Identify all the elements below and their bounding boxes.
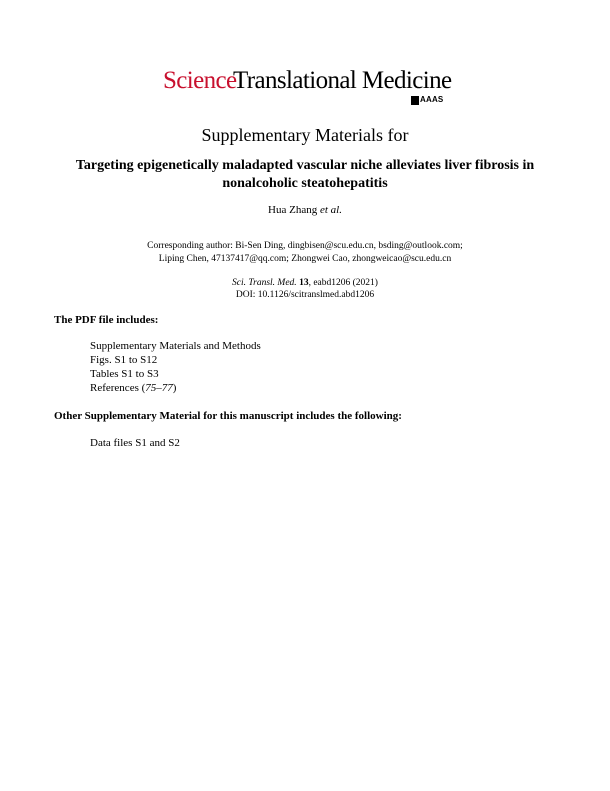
author-line [0, 203, 610, 217]
citation-block [0, 277, 610, 301]
pdf-includes-heading: The PDF file includes: [54, 314, 159, 326]
aaas-logo-text: AAAS [420, 95, 444, 104]
paper-title-line-1: Targeting epigenetically maladapted vascular niche alleviates liver fibrosis in [75, 158, 535, 173]
journal-masthead [163, 66, 463, 110]
corresponding-line-2: Liping Chen, 47137417@qq.com; Zhongwei Cao, zhongweicao@scu.edu.cn [158, 254, 452, 264]
references-suffix: ) [172, 382, 177, 394]
references-prefix: References ( [90, 382, 146, 394]
citation-doi: DOI: 10.1126/scitranslmed.abd1206 [235, 290, 375, 300]
author-et-al: et al. [319, 204, 342, 216]
list-item-references [90, 381, 261, 395]
other-material-list [90, 436, 180, 450]
citation-line [0, 277, 610, 289]
supplement-title: Supplementary Materials for [201, 125, 409, 145]
citation-article-id: , eabd1206 (2021) [308, 278, 378, 288]
author-name: Hua Zhang [268, 204, 318, 216]
list-item: Tables S1 to S3 [90, 368, 159, 380]
pdf-includes-list [90, 339, 261, 395]
paper-title-line-2: nonalcoholic steatohepatitis [222, 176, 388, 191]
masthead-title-rest: Translational Medicine [233, 67, 452, 94]
paper-title [0, 157, 610, 193]
references-range: 75–77 [145, 382, 173, 394]
other-material-heading: Other Supplementary Material for this manuscript includes the following: [54, 410, 402, 422]
aaas-logo [411, 94, 443, 106]
aaas-logo-icon [411, 96, 419, 105]
list-item: Supplementary Materials and Methods [90, 340, 261, 352]
list-item: Data files S1 and S2 [90, 437, 180, 449]
journal-abbrev: Sci. Transl. Med. [232, 278, 297, 288]
corresponding-authors [0, 240, 610, 266]
citation-volume: 13 [299, 278, 309, 288]
list-item: Figs. S1 to S12 [90, 354, 158, 366]
masthead-science-word: Science [163, 67, 237, 94]
corresponding-line-1: Corresponding author: Bi-Sen Ding, dingbisen@scu.edu.cn, bsding@outlook.com; [147, 241, 463, 251]
